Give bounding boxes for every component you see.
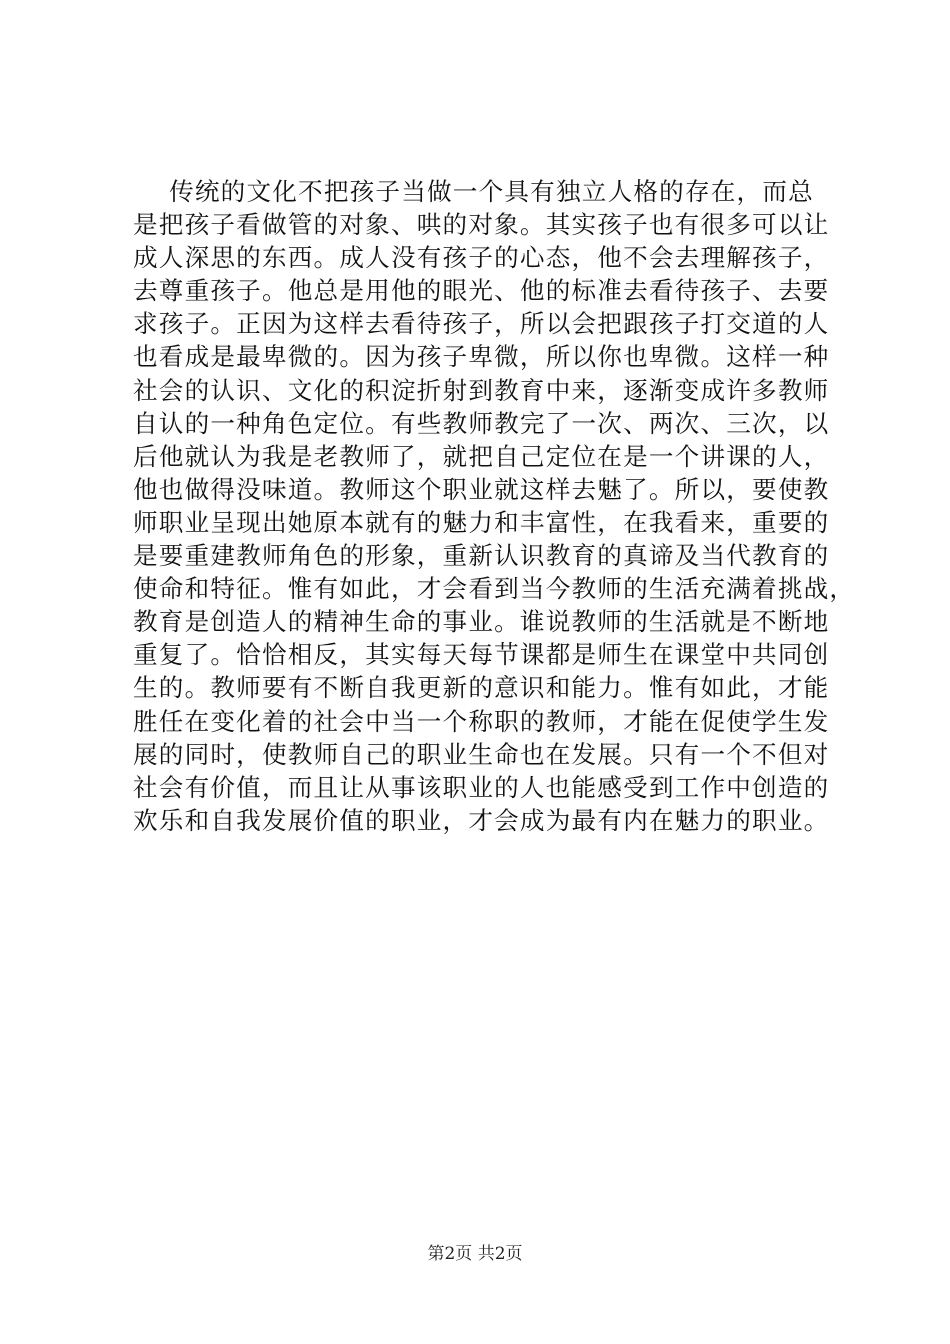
text-line: 也看成是最卑微的。因为孩子卑微，所以你也卑微。这样一种 <box>133 342 830 372</box>
text-line: 后他就认为我是老教师了，就把自己定位在是一个讲课的人， <box>133 441 830 471</box>
text-line: 重复了。恰恰相反，其实每天每节课都是师生在课堂中共同创 <box>133 640 830 670</box>
text-line: 传统的文化不把孩子当做一个具有独立人格的存在，而总 <box>133 177 814 206</box>
page-number-footer: 第2页 共2页 <box>427 1244 523 1264</box>
text-line: 去尊重孩子。他总是用他的眼光、他的标准去看待孩子、去要 <box>133 276 830 306</box>
body-paragraph <box>133 175 856 837</box>
text-line: 欢乐和自我发展价值的职业，才会成为最有内在魅力的职业。 <box>133 805 830 835</box>
text-line: 教育是创造人的精神生命的事业。谁说教师的生活就是不断地 <box>133 607 830 637</box>
text-line: 自认的一种角色定位。有些教师教完了一次、两次、三次，以 <box>133 408 830 438</box>
text-line: 是要重建教师角色的形象，重新认识教育的真谛及当代教育的 <box>133 541 830 571</box>
text-line: 是把孩子看做管的对象、哄的对象。其实孩子也有很多可以让 <box>133 210 830 240</box>
text-line: 社会的认识、文化的积淀折射到教育中来，逐渐变成许多教师 <box>133 375 830 405</box>
text-line: 他也做得没味道。教师这个职业就这样去魅了。所以，要使教 <box>133 474 830 504</box>
text-line: 生的。教师要有不断自我更新的意识和能力。惟有如此，才能 <box>133 673 830 703</box>
text-line: 求孩子。正因为这样去看待孩子，所以会把跟孩子打交道的人 <box>133 309 830 339</box>
text-line: 成人深思的东西。成人没有孩子的心态，他不会去理解孩子， <box>133 243 830 273</box>
text-line: 胜任在变化着的社会中当一个称职的教师，才能在促使学生发 <box>133 706 830 736</box>
text-line: 使命和特征。惟有如此，才会看到当今教师的生活充满着挑战， <box>133 574 856 604</box>
text-line: 社会有价值，而且让从事该职业的人也能感受到工作中创造的 <box>133 772 830 802</box>
text-line: 师职业呈现出她原本就有的魅力和丰富性，在我看来，重要的 <box>133 507 830 537</box>
text-line: 展的同时，使教师自己的职业生命也在发展。只有一个不但对 <box>133 739 830 769</box>
